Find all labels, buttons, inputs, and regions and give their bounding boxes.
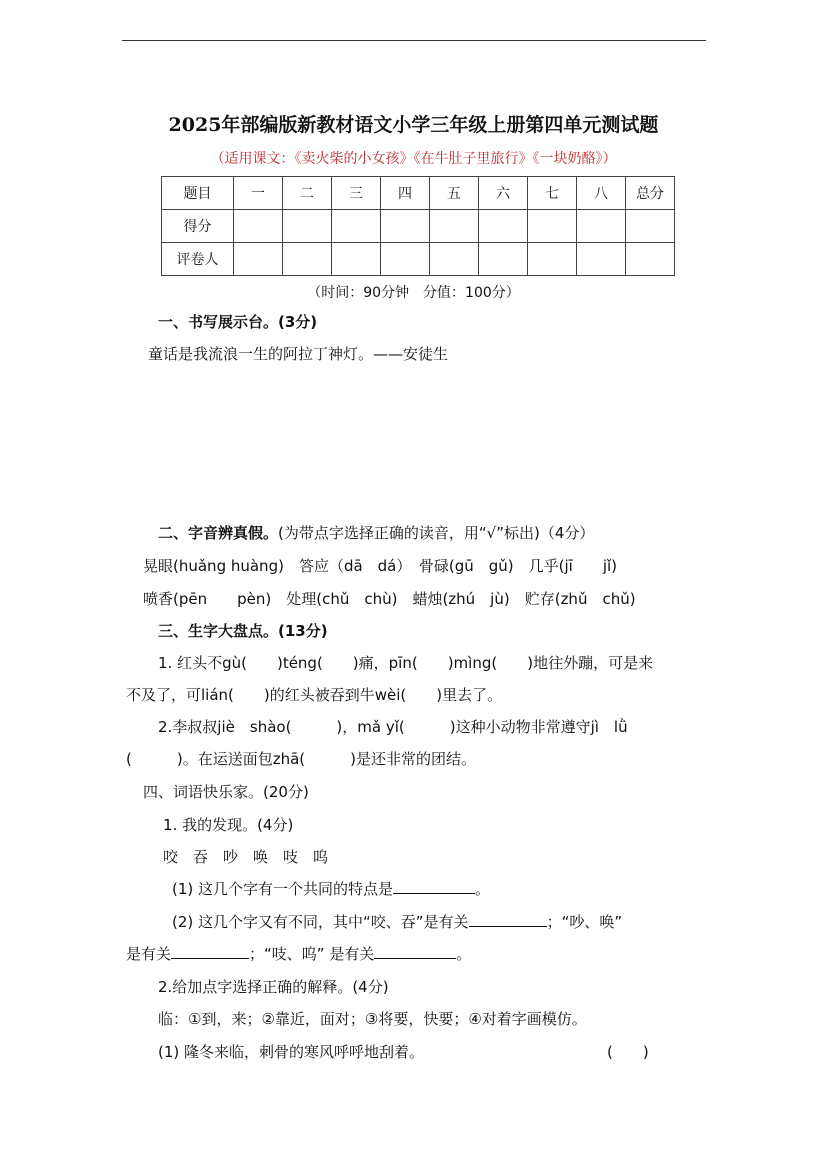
q1-part2-line2 <box>126 943 471 964</box>
score-cell[interactable] <box>479 210 528 243</box>
header-cell: 总分 <box>626 177 675 210</box>
q1-title: 1. 我的发现。(4分) <box>163 816 294 834</box>
score-cell[interactable] <box>381 210 430 243</box>
score-cell[interactable] <box>234 210 283 243</box>
page-title: 2025年部编版新教材语文小学三年级上册第四单元测试题 <box>168 114 659 136</box>
q1-part1 <box>172 878 490 899</box>
q2-definitions: 临：①到，来；②靠近，面对；③将要，快要；④对着字画模仿。 <box>158 1010 587 1028</box>
section-4-heading: 四、词语快乐家。(20分) <box>143 783 309 801</box>
score-cell[interactable] <box>332 210 381 243</box>
pinyin-choice-line: 晃眼(huǎng huàng) 答应（dā dá） 骨碌(gū gǔ) 几乎(jī jǐ) <box>143 557 618 575</box>
row-label: 得分 <box>162 210 234 243</box>
section-1-heading: 一、书写展示台。(3分) <box>158 313 318 331</box>
row-label: 评卷人 <box>162 243 234 276</box>
header-cell: 五 <box>430 177 479 210</box>
pinyin-choice-line: 喷香(pēn pèn) 处理(chǔ chù) 蜡烛(zhú jù) 贮存(zhǔ chǔ) <box>143 590 636 608</box>
score-cell[interactable] <box>283 210 332 243</box>
q1-part2-text-c: 是有关 <box>126 945 172 963</box>
header-cell: 三 <box>332 177 381 210</box>
header-cell: 一 <box>234 177 283 210</box>
q1-part2-line1 <box>172 911 622 932</box>
grader-cell[interactable] <box>283 243 332 276</box>
answer-blank[interactable] <box>469 912 547 927</box>
q2-item-1: (1) 隆冬来临，刺骨的寒风呼呼地刮着。 <box>158 1043 425 1061</box>
section-3-heading: 三、生字大盘点。(13分) <box>158 622 328 640</box>
grader-cell[interactable] <box>479 243 528 276</box>
q1-part2-text-e: 。 <box>456 945 472 963</box>
score-cell[interactable] <box>430 210 479 243</box>
q1-part2-text-a: (2) 这几个字又有不同，其中“咬、吞”是有关 <box>172 913 469 931</box>
grader-cell[interactable] <box>577 243 626 276</box>
q2-title: 2.给加点字选择正确的解释。(4分) <box>158 978 389 996</box>
grader-cell[interactable] <box>332 243 381 276</box>
score-table-header-row <box>162 177 675 210</box>
section-1-quote: 童话是我流浪一生的阿拉丁神灯。——安徒生 <box>148 345 449 363</box>
answer-blank[interactable] <box>171 944 249 959</box>
grader-row <box>162 243 675 276</box>
section-2-heading: 二、字音辨真假。 <box>158 524 279 542</box>
grader-cell[interactable] <box>626 243 675 276</box>
section-2-instruction: (为带点字选择正确的读音，用“√”标出)（4分） <box>278 524 595 542</box>
q1-part1-end: 。 <box>475 880 491 898</box>
header-cell: 七 <box>528 177 577 210</box>
q1-part1-text: (1) 这几个字有一个共同的特点是 <box>172 880 394 898</box>
section-3-q1-line: 不及了，可lián( )的红头被吞到牛wèi( )里去了。 <box>126 686 503 704</box>
header-cell: 八 <box>577 177 626 210</box>
grader-cell[interactable] <box>381 243 430 276</box>
answer-paren[interactable]: ( ) <box>607 1043 649 1061</box>
header-cell: 四 <box>381 177 430 210</box>
score-table <box>161 176 675 276</box>
score-row <box>162 210 675 243</box>
grader-cell[interactable] <box>234 243 283 276</box>
section-2-heading-line <box>158 522 594 543</box>
grader-cell[interactable] <box>528 243 577 276</box>
section-3-q2-line: 2.李叔叔jiè shào( )，mǎ yǐ( )这种小动物非常遵守jì lǜ <box>158 718 628 736</box>
grader-cell[interactable] <box>430 243 479 276</box>
answer-blank[interactable] <box>393 879 475 894</box>
header-cell: 二 <box>283 177 332 210</box>
q1-part2-text-b: ；“吵、唤” <box>546 913 623 931</box>
header-cell: 题目 <box>162 177 234 210</box>
score-cell[interactable] <box>528 210 577 243</box>
top-rule <box>122 40 706 41</box>
answer-blank[interactable] <box>374 944 456 959</box>
q1-part2-text-d: ；“吱、呜” 是有关 <box>249 945 375 963</box>
header-cell: 六 <box>479 177 528 210</box>
applicable-lessons: （适用课文：《卖火柴的小女孩》《在牛肚子里旅行》《一块奶酪》） <box>210 151 617 167</box>
time-and-score-info: （时间：90分钟 分值：100分） <box>307 285 520 301</box>
score-cell[interactable] <box>577 210 626 243</box>
score-cell[interactable] <box>626 210 675 243</box>
section-3-q2-line: ( )。在运送面包zhā( )是还非常的团结。 <box>126 750 476 768</box>
section-3-q1-line: 1. 红头不gù( )téng( )痛，pīn( )mìng( )地往外蹦，可是来 <box>158 654 654 672</box>
q1-characters: 咬 吞 吵 唤 吱 呜 <box>163 848 329 866</box>
